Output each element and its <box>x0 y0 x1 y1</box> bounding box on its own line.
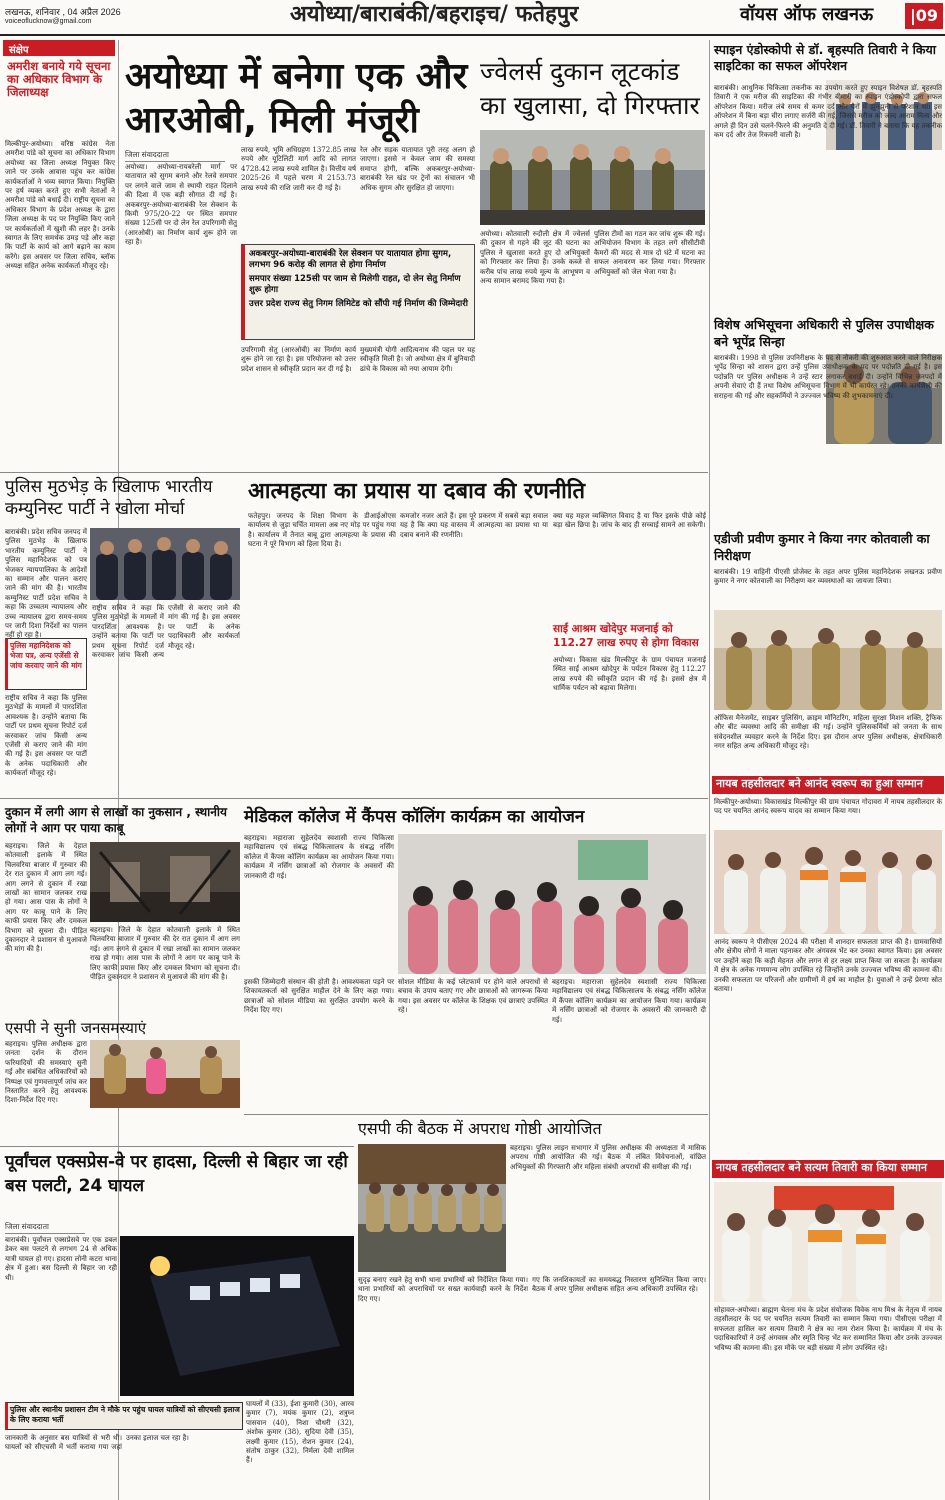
s4-headline: एसपी ने सुनी जनसमस्याएं <box>5 1019 147 1037</box>
suicide-body-2: कमजोर नजर आते हैं। इस पूरे प्रकरण में सबसे बड़ा सवाल यह है कि क्या यह वास्तव में आत्महत्या का प्रयास था या दबाव बनाने की रणनीति। <box>400 512 548 539</box>
s3-body-b: बहराइच। जिले के देहात कोतवाली इलाके में स्थित चिलवरिया बाजार में गुरुवार की देर रात दुकान में आग लग गई। आग लगने से दुकान में रखा लाखों का सामान जलकर राख हो गया। आस पास के लोगों ने आग पर काबू पाने के लिए काफी प्रयास किए और दमकल विभाग को सूचना दी। पीड़ित दुकानदार ने प्रशासन से मुआवजे की मांग की है। <box>90 926 240 982</box>
suicide-headline: आत्महत्या का प्रयास या दबाव की रणनीति <box>248 479 586 504</box>
s4-photo-image <box>90 1040 240 1108</box>
s3-body-a: बहराइच। जिले के देहात कोतवाली इलाके में स्थित चिलवरिया बाजार में गुरुवार की देर रात दुकान में आग लग गई। आग लगने से दुकान में रखा लाखों का सामान जलकर राख हो गया। आस पास के लोगों ने आग पर काबू पाने के लिए काफी प्रयास किए और दमकल विभाग को सूचना दी। पीड़ित दुकानदार ने प्रशासन से मुआवजे की मांग की है। <box>5 842 87 954</box>
lead-body-2: लाख रुपये, भूमि अधिग्रहण 1372.85 लाख रुपये और यूटिलिटी मार्ग आदि को लागत 4728.42 लाख रुपये शामिल है। वित्तीय वर्ष 2025-26 में पहले चरण में 2153.73 लाख रुपये की राशि जारी कर दी गई है। <box>241 146 356 192</box>
bus-body-2: घायलों में (33), ईशा कुमारी (30), आरव कुमार (7), मयंक कुमार (2), शत्रुघ्न पासवान (40), निशा चौधरी (32), अंशोक कुमार (38), सुदिया देवी (35), लक्ष्मी कुमार (15), रोशन कुमार (24), संतोष ठाकुर (32), निर्मला देवी शामिल हैं। <box>246 1400 354 1465</box>
lead-body-5: मुख्यमंत्री योगी आदित्यनाथ की पहल पर यह स्वीकृति मिली है। जो अयोध्या क्षेत्र में बुनियादी ढांचे के विकास को नया आयाम देगी। <box>360 346 476 373</box>
lead-highlights <box>241 244 475 340</box>
s1-body: मिल्कीपुर-अयोध्या। वरिष्ठ कांग्रेस नेता अमरीश पांडे को सूचना का अधिकार विभाग अयोध्या का जिला अध्यक्ष नियुक्त किए जाने पर उनके आवास पहुंच कर कांग्रेस कार्यकर्ताओं ने भव्य स्वागत किया। नियुक्ति पर हर्ष व्यक्त करते हुए सभी नेताओं ने अमरीश पांडे को बधाई दी। राष्ट्रीय सूचना का अधिकार विभाग के प्रदेश अध्यक्ष के द्वारा जिला अध्यक्ष के पद पर नियुक्ति किए जाने पर कार्यकर्ताओं में खुशी की लहर है। उनके स्वागत के लिए समर्थक उमड़ पड़े और कहा कि पार्टी के कार्य को आगे बढ़ाने का काम करेंगे। इस अवसर पर जिला सचिव, ब्लॉक अध्यक्ष सहित अनेक कार्यकर्ता मौजूद रहे। <box>5 140 115 271</box>
naib1-intro: मिल्कीपुर-अयोध्या। विकासखंड मिल्कीपुर की ग्राम पंचायत गोदावरा में नायब तहसीलदार के पद पर चयनित आनंद स्वरूप यादव का सम्मान किया गया। <box>714 798 942 816</box>
highlight-2: समपार संख्या 125सी पर जाम से मिलेगी राहत, दो लेन सेतु निर्माण शुरू होगा <box>249 274 461 295</box>
mid-band-rule-2 <box>0 798 708 799</box>
sp-photo <box>358 1144 506 1272</box>
s3-headline: दुकान में लगी आग से लाखों का नुकसान , स्थानीय लोगों ने आग पर पाया काबू <box>5 805 228 835</box>
jewel-headline: ज्वेलर्स दुकान लूटकांड का खुलासा, दो गिरफ्तार <box>480 57 700 120</box>
adg-body-2: ऑफिस मैनेजमेंट, साइबर पुलिसिंग, क्राइम मॉनिटरिंग, महिला सुरक्षा मिशन शक्ति, ट्रैफिक और बीट व्यवस्था आदि की समीक्षा की गई। उन्होंने पुलिसकर्मियों को जनता के साथ संवेदनशील व्यवहार करने के निर्देश दिए। इस दौरान अपर पुलिस अधीक्षक, क्षेत्राधिकारी नगर सहित अन्य अधिकारी मौजूद रहे। <box>714 714 942 751</box>
medical-photo-image <box>398 834 706 974</box>
adg-body-1: बाराबंकी। 19 वाहिनी पीएसी प्रोजेक्ट के तहत अपर पुलिस महानिदेशक लखनऊ प्रवीण कुमार ने नगर कोतवाली का निरीक्षण कर व्यवस्थाओं का जायजा लिया। <box>714 568 942 586</box>
spine-headline: स्पाइन एंडोस्कोपी से डॉ. बृहस्पति तिवारी ने किया साइटिका का सफल ऑपरेशन <box>714 42 936 73</box>
lead-body-3: रेल और सड़क यातायात पूरी तरह अलग हो जाएगा। इससे न केवल जाम की समस्या समाप्त होगी, बल्कि अकबरपुर-अयोध्या-बाराबंकी रेल खंड पर ट्रेनों का संचालन भी अधिक सुगम और सुरक्षित हो जाएगा। <box>360 146 475 192</box>
naib1-photo-image <box>714 830 942 934</box>
right-col-divider <box>709 40 710 1500</box>
jewel-body-2: पुलिस टीमों का गठन कर जांच शुरू की गई। अभियोजन विभाग के तहत लगे सीसीटीवी कैमरों की मदद से मात्र दो घंटे में घटना का सफल अनावरण कर लिया गया। गिरफ्तार अभियुक्तों को जेल भेजा गया है। <box>594 230 705 276</box>
bus-body-3: जानकारी के अनुसार बस यात्रियों से भरी थी। घायलों को सीएचसी में भर्ती कराया गया जहां उनका इलाज चल रहा है। <box>5 1434 189 1452</box>
page-number-value: 09 <box>915 6 939 25</box>
masthead-rule <box>0 34 945 36</box>
mid-band-rule-4 <box>0 1146 354 1147</box>
masthead <box>0 0 945 34</box>
s2-photo <box>90 528 240 600</box>
s2-box <box>5 638 87 690</box>
naib2-photo <box>714 1182 942 1302</box>
lead-byline: जिला संवाददाता <box>125 150 225 162</box>
sai-headline: साईं आश्रम खोदेपुर मजनाई को 112.27 लाख रुपए से होगा विकास <box>553 623 699 649</box>
s2-box-text: पुलिस महानिदेशक को भेजा पत्र, अन्य एजेंसी से जांच करवाए जाने की मांग <box>10 641 82 670</box>
officer-headline: विशेष अभिसूचना अधिकारी से पुलिस उपाधीक्षक बने भूपेंद्र सिन्हा <box>714 317 934 349</box>
medical-photo <box>398 834 706 974</box>
s2-headline: पुलिस मुठभेड़ के खिलाफ भारतीय कम्युनिस्ट पार्टी ने खोला मोर्चा <box>5 477 213 519</box>
sp-body-3: गए कि जनशिकायतों का समयबद्ध निस्तारण सुनिश्चित किया जाए। बैठक में अपर पुलिस अधीक्षक सहित अन्य अधिकारी उपस्थित रहे। <box>532 1276 706 1294</box>
sp-photo-image <box>358 1144 506 1272</box>
bus-headline: पूर्वांचल एक्सप्रेस-वे पर हादसा, दिल्ली से बिहार जा रही बस पलटी, 24 घायल <box>5 1152 348 1196</box>
medical-body-2: इसकी जिम्मेदारी संस्थान की होती है। आवश्यकता पड़ने पर शिकायतकर्ता को सुरक्षित माहौल देने के लिए कहा गया। छात्राओं को सोशल मीडिया का सुरक्षित उपयोग करने के निर्देश दिए गए। <box>244 978 394 1015</box>
masthead-website: voiceoflucknow@gmail.com <box>5 18 92 25</box>
s1-headline: अमरीश बनाये गये सूचना का अधिकार विभाग के जिलाध्यक्ष <box>7 59 111 100</box>
spine-body: बाराबंकी। आधुनिक चिकित्सा तकनीक का उपयोग करते हुए स्पाइन विशेषज्ञ डॉ. बृहस्पति तिवारी ने एक मरीज की साइटिका की गंभीर बीमारी का स्पाइन एंडोस्कोपी द्वारा सफल ऑपरेशन किया। मरीज लंबे समय से कमर दर्द और पैरों में झुनझुनी से परेशान था। इस ऑपरेशन में बिना बड़ा चीरा लगाए सर्जरी की गई, जिससे मरीज को जल्द आराम मिला और अगले ही दिन उसे चलने-फिरने की अनुमति दे दी गई। डॉ. तिवारी ने बताया कि यह तकनीक कम दर्द और तेज रिकवरी वाली है। <box>714 84 942 140</box>
medical-body-1: बहराइच। महाराजा सुहेलदेव स्वशासी राज्य चिकित्सा महाविद्यालय एवं संबद्ध चिकित्सालय के संबद्ध नर्सिंग कॉलेज में कैंपस कॉलिंग कार्यक्रम का आयोजन किया गया। कार्यक्रम में नर्सिंग छात्राओं को रोजगार के अवसरों की जानकारी दी गई। <box>244 834 394 880</box>
masthead-date: लखनऊ, शनिवार , 04 अप्रैल 2026 <box>5 7 121 17</box>
section-title: अयोध्या/बाराबंकी/बहराइच/ फतेहपुर <box>290 2 579 27</box>
adg-headline: एडीजी प्रवीण कुमार ने किया नगर कोतवाली का निरीक्षण <box>714 531 930 563</box>
naib2-body: सोहावल-अयोध्या। ब्राह्मण चेतना मंच के प्रदेश संयोजक विवेक नाथ मिश्र के नेतृत्व में नायब तहसीलदार के पद पर चयनित सत्यम तिवारी का सम्मान किया गया। पीसीएस परीक्षा में सफलता हासिल कर सत्यम तिवारी ने क्षेत्र का नाम रोशन किया है। कार्यक्रम में मंच के पदाधिकारियों ने उन्हें अंगवस्त्र और स्मृति चिन्ह भेंट कर सम्मानित किया और उनके उज्ज्वल भविष्य की कामना की। इस मौके पर बड़ी संख्या में लोग उपस्थित रहे। <box>714 1306 942 1352</box>
naib2-photo-image <box>714 1182 942 1302</box>
medical-body-4: बहराइच। महाराजा सुहेलदेव स्वशासी राज्य चिकित्सा महाविद्यालय एवं संबद्ध चिकित्सालय के संबद्ध नर्सिंग कॉलेज में कैंपस कॉलिंग कार्यक्रम का आयोजन किया गया। कार्यक्रम में नर्सिंग छात्राओं को रोजगार के अवसरों की जानकारी दी गई। <box>552 978 706 1024</box>
suicide-body-3: क्या यह महज व्यक्तिगत विवाद है या फिर इसके पीछे कोई बड़ा खेल छिपा है। जांच के बाद ही सच्चाई सामने आ सकेगी। <box>553 512 706 530</box>
sai-body: अयोध्या। विकास खंड मिल्कीपुर के ग्राम पंचायत मजनाई स्थित साईं आश्रम खोदेपुर के पर्यटन विकास हेतु 112.27 लाख रुपये की स्वीकृति प्रदान की गई है। इससे क्षेत्र में धार्मिक पर्यटन को बढ़ावा मिलेगा। <box>553 656 706 693</box>
jewel-photo-image <box>480 130 705 225</box>
bus-box-text: पुलिस और स्थानीय प्रशासन टीम ने मौके पर पहुंच घायल यात्रियों को सीएचसी इलाज के लिए कराया भर्ती <box>10 1405 240 1424</box>
mid-band-rule-3 <box>244 1114 708 1115</box>
s4-body: बहराइच। पुलिस अधीक्षक द्वारा जनता दर्शन के दौरान फरियादियों की समस्याएं सुनी गईं और संबंधित अधिकारियों को निष्पक्ष एवं गुणवत्तापूर्ण जांच कर निस्तारित करने हेतु आवश्यक दिशा-निर्देश दिए गए। <box>5 1040 87 1105</box>
medical-body-3: सोशल मीडिया के कई प्लेटफार्म पर होने वाले अपराधों से बचाव के उपाय बताए गए और छात्राओं को जागरूक किया गया। इस अवसर पर कॉलेज के शिक्षक एवं छात्राएं उपस्थित रहे। <box>398 978 548 1015</box>
s2-photo-image <box>90 528 240 600</box>
officer-body: बाराबंकी। 1998 से पुलिस उपनिरीक्षक के पद से नौकरी की शुरुआत करने वाले निरीक्षक भूपेंद्र सिन्हा को शासन द्वारा उन्हें पुलिस उपाधीक्षक के पद पर पदोन्नति दी गई है। इस पदोन्नति पर पुलिस अधीक्षक ने उन्हें स्टार लगाकर बधाई दी। उन्होंने विभिन्न जनपदों में अपनी सेवाएं दी हैं तथा विशेष अभिसूचना विभाग में भी कार्यरत रहे। उनकी कार्यशैली की सराहना की गई और सहकर्मियों ने उज्ज्वल भविष्य की शुभकामनाएं दीं। <box>714 354 942 400</box>
adg-photo <box>714 610 942 710</box>
naib1-headline: नायब तहसीलदार बने आनंद स्वरूप का हुआ सम्मान <box>716 777 923 790</box>
brand-name: वॉयस ऑफ लखनऊ <box>740 4 874 25</box>
page-number: |09 <box>905 3 943 29</box>
jewel-body-1: अयोध्या। कोतवाली रुदौली क्षेत्र में ज्वेलर्स की दुकान से गहने की लूट की घटना का पुलिस ने खुलासा करते हुए दो अभियुक्तों को गिरफ्तार कर लिया है। उनके कब्जे से करीब पांच लाख रुपये मूल्य के आभूषण व अन्य सामान बरामद किया गया है। <box>480 230 590 286</box>
highlight-3: उत्तर प्रदेश राज्य सेतु निगम लिमिटेड को सौंपी गई निर्माण की जिम्मेदारी <box>249 299 468 309</box>
highlight-1: अकबरपुर-अयोध्या-बाराबंकी रेल सेक्शन पर यातायात होगा सुगम, लगभग 96 करोड़ की लागत से होगा निर्माण <box>249 249 452 270</box>
s2-body-2: राष्ट्रीय सचिव ने कहा कि पुलिस मुठभेड़ों के मामलों में पारदर्शिता आवश्यक है। उन्होंने बताया कि पार्टी पर प्रथम सूचना रिपोर्ट दर्ज करवाकर जांच किसी अन्य एजेंसी से कराए जाने की मांग की गई है। इस अवसर पर पार्टी के अनेक पदाधिकारी और कार्यकर्ता मौजूद रहे। <box>5 694 87 778</box>
jewel-photo <box>480 130 705 225</box>
lead-body-1: अयोध्या। अयोध्या-रायबरेली मार्ग पर यातायात को सुगम बनाने और रेलवे समपार पर लगने वाले जाम से स्थायी राहत दिलाने की दिशा में एक बड़ी सौगात दी गई है। अकबरपुर-अयोध्या-बाराबंकी रेल सेक्शन के किमी 975/20-22 पर स्थित समपार संख्या 125सी पर दो लेन रेल उपरिगामी सेतु (आरओबी) का निर्माण कार्य शुरू होने जा रहा है। <box>125 163 237 247</box>
bus-byline: जिला संवाददाता <box>5 1222 85 1234</box>
mid-band-rule-1 <box>0 472 708 473</box>
naib2-headline: नायब तहसीलदार बने सत्यम तिवारी का किया सम्मान <box>716 1161 927 1174</box>
sp-body-1: बहराइच। पुलिस लाइन सभागार में पुलिस अधीक्षक की अध्यक्षता में मासिक अपराध गोष्ठी आयोजित की गई। बैठक में लंबित विवेचनाओं, वांछित अभियुक्तों की गिरफ्तारी और महिला संबंधी अपराधों की समीक्षा की गई। <box>510 1144 706 1171</box>
medical-headline: मेडिकल कॉलेज में कैंपस कॉलिंग कार्यक्रम का आयोजन <box>244 807 585 827</box>
sp-body-2: सुदृढ़ बनाए रखने हेतु सभी थाना प्रभारियों को निर्देशित किया गया। थाना प्रभारियों को अपराधियों पर सख्त कार्यवाही करने के निर्देश दिए गए। <box>358 1276 528 1303</box>
adg-photo-image <box>714 610 942 710</box>
bus-photo-image <box>120 1236 354 1396</box>
bus-body-1: बाराबंकी। पूर्वांचल एक्सप्रेसवे पर एक डबल डेकर बस पलटने से लगभग 24 से अधिक यात्री घायल हो गए। हादसा लोनी कटरा थाना क्षेत्र में हुआ। बस दिल्ली से बिहार जा रही थी। <box>5 1236 117 1282</box>
sp-headline: एसपी की बैठक में अपराध गोष्ठी आयोजित <box>358 1119 602 1138</box>
s3-photo <box>90 842 240 922</box>
naib1-body: आनंद स्वरूप ने पीसीएस 2024 की परीक्षा में शानदार सफलता प्राप्त की है। ग्रामवासियों और क्षेत्रीय लोगों ने माला पहनाकर और अंगवस्त्र भेंट कर उनका स्वागत किया। इस अवसर पर उन्होंने कहा कि कड़ी मेहनत और लगन से हर लक्ष्य प्राप्त किया जा सकता है। कार्यक्रम में क्षेत्र के अनेक गणमान्य लोग उपस्थित रहे जिन्होंने उनके उज्ज्वल भविष्य की कामना की। उनकी सफलता पर परिजनों और ग्रामीणों में हर्ष का माहौल है। युवाओं ने उन्हें प्रेरणा स्रोत बताया। <box>714 938 942 994</box>
s3-photo-image <box>90 842 240 922</box>
s2-body: बाराबंकी। प्रदेश सचिव जनपद में पुलिस मुठभेड़ के खिलाफ भारतीय कम्युनिस्ट पार्टी ने पुलिस महानिदेशक को पत्र भेजकर न्यायपालिका के आदेशों का सम्मान और पालन कराए जाने की मांग की है। भारतीय कम्युनिस्ट पार्टी प्रदेश सचिव ने कहा कि उच्चतम न्यायालय और उच्च न्यायालय द्वारा समय-समय पर जारी दिशा निर्देशों का पालन नहीं हो रहा है। <box>5 528 87 640</box>
lead-headline: अयोध्या में बनेगा एक और आरओबी, मिली मंजूरी <box>125 56 468 141</box>
s4-photo <box>90 1040 240 1108</box>
bus-photo <box>120 1236 354 1396</box>
naib1-photo <box>714 830 942 934</box>
suicide-body-1: फतेहपुर। जनपद के शिक्षा विभाग के डीआईओएस कार्यालय से जुड़ा चर्चित मामला अब नए मोड़ पर पहुंच गया है। कार्यालय में तैनात बाबू द्वारा आत्महत्या के प्रयास की घटना ने पूरे विभाग को हिला दिया है। <box>248 512 396 549</box>
lead-body-4: उपरिगामी सेतु (आरओबी) का निर्माण कार्य शुरू होने जा रहा है। इस परियोजना को उत्तर प्रदेश शासन से स्वीकृति प्रदान कर दी गई है। <box>241 346 356 373</box>
sidebar-label: संक्षेप <box>3 40 115 56</box>
bus-box <box>5 1402 243 1430</box>
s2-body-3: राष्ट्रीय सचिव ने कहा कि पुलिस मुठभेड़ों के मामलों में पारदर्शिता आवश्यक है। उन्होंने बताया कि पार्टी पर प्रथम सूचना रिपोर्ट दर्ज करवाकर जांच किसी अन्य एजेंसी से कराए जाने की मांग की गई है। इस अवसर पर पार्टी के अनेक पदाधिकारी और कार्यकर्ता मौजूद रहे। <box>92 604 240 660</box>
